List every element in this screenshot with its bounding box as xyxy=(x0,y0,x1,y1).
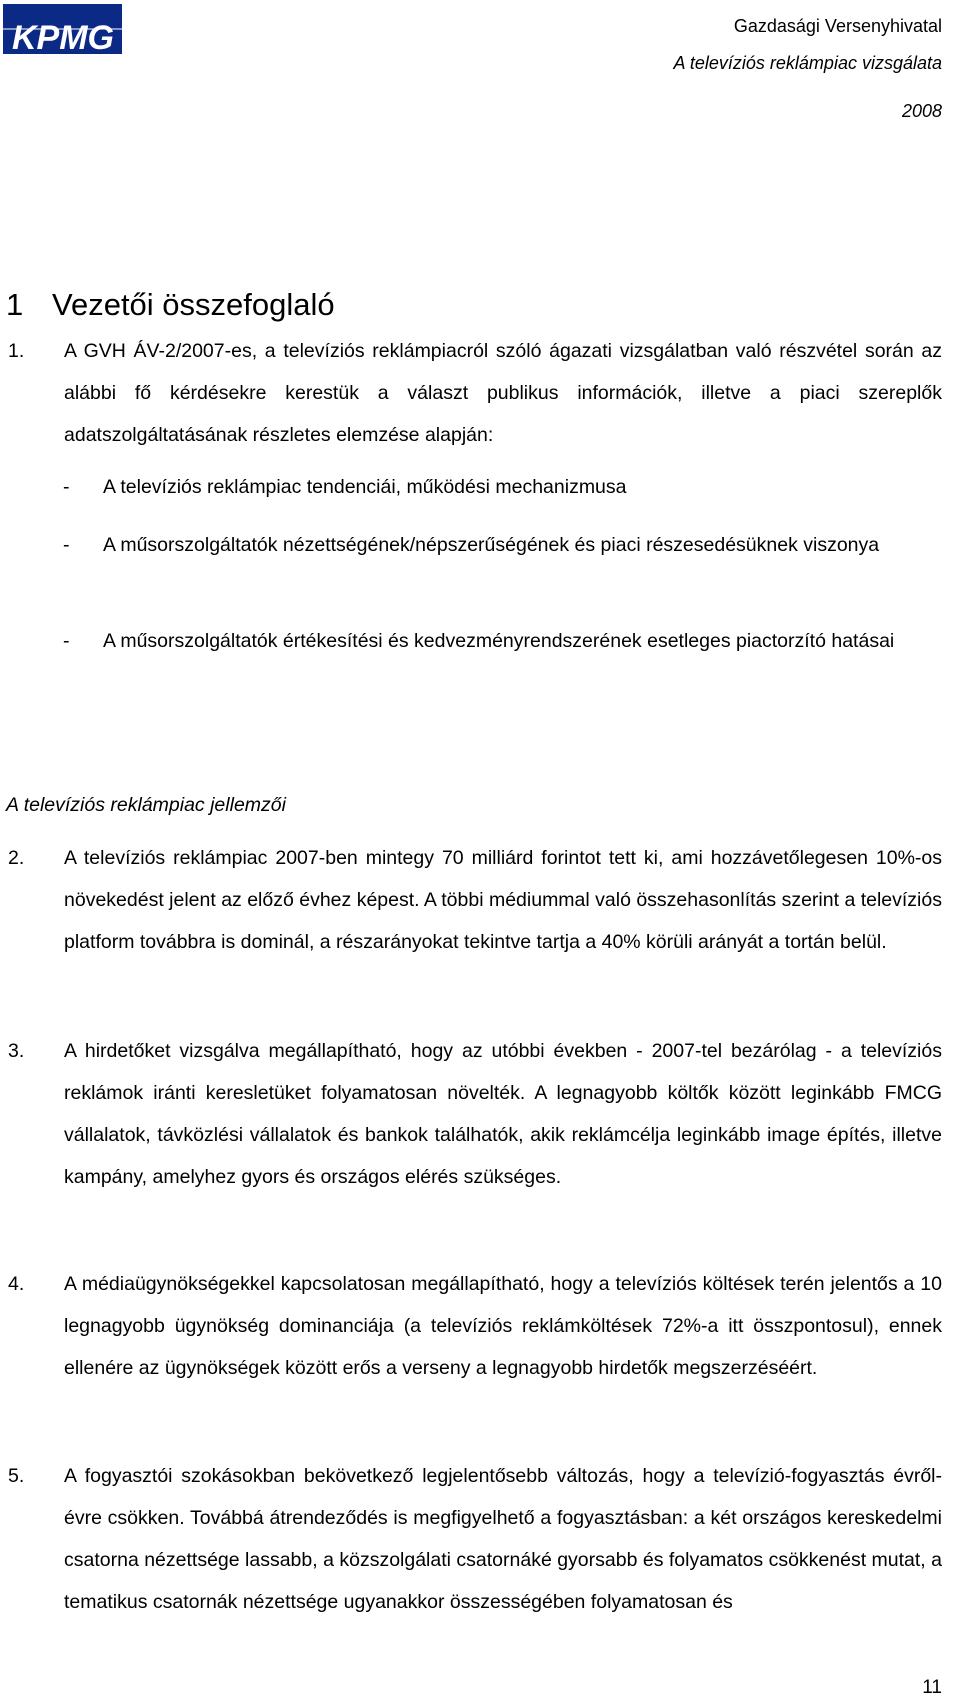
section-title: Vezetői összefoglaló xyxy=(52,287,335,322)
paragraph-number: 4. xyxy=(8,1273,25,1295)
paragraph-number: 2. xyxy=(8,847,25,869)
header-document-title: A televíziós reklámpiac vizsgálata xyxy=(673,53,942,73)
paragraph-number: 5. xyxy=(8,1465,25,1487)
kpmg-logo xyxy=(3,4,122,54)
bullet-item xyxy=(63,524,942,566)
paragraph-5 xyxy=(8,1455,942,1623)
paragraph-number: 3. xyxy=(8,1040,25,1062)
header-year: 2008 xyxy=(901,101,942,121)
paragraph-3 xyxy=(8,1030,942,1198)
paragraph-text: A médiaügynökségekkel kapcsolatosan megállapítható, hogy a televíziós költések terén jelentős a 10 legnagyobb ügynökség dominanciája (a televíziós reklámköltések 72%-a itt összpontosul), ennek ellenére az ügynökségek között erős a verseny a legnagyobb hirdetők megszerzéséért. xyxy=(64,1273,942,1379)
bullet-item xyxy=(63,620,942,662)
svg-text:KPMG: KPMG xyxy=(12,19,114,54)
bullet-item xyxy=(63,466,942,508)
paragraph-text: A televíziós reklámpiac 2007-ben mintegy 70 milliárd forintot tett ki, ami hozzávetőlegesen 10%-os növekedést jelent az előző évhez képest. A többi médiummal való összehasonlítás szerint a televíziós platform továbbra is dominál, a részarányokat tekintve tartja a 40% körüli arányát a tortán belül. xyxy=(64,847,942,953)
paragraph-text: A GVH ÁV-2/2007-es, a televíziós reklámpiacról szóló ágazati vizsgálatban való részvétel során az alábbi fő kérdésekre kerestük a választ publikus információk, illetve a piaci szereplők adatszolgáltatásának részletes elemzése alapján: xyxy=(64,340,942,446)
bullet-marker: - xyxy=(63,476,70,498)
paragraph-2 xyxy=(8,837,942,963)
bullet-marker: - xyxy=(63,534,70,556)
subheading: A televíziós reklámpiac jellemzői xyxy=(6,794,286,816)
bullet-marker: - xyxy=(63,630,70,652)
paragraph-4 xyxy=(8,1263,942,1389)
paragraph-1 xyxy=(8,330,942,456)
header-organization: Gazdasági Versenyhivatal xyxy=(733,16,942,36)
bullet-text: A műsorszolgáltatók értékesítési és kedvezményrendszerének esetleges piactorzító hatásai xyxy=(103,630,895,652)
section-heading xyxy=(6,285,335,325)
section-number: 1 xyxy=(6,287,24,322)
bullet-text: A műsorszolgáltatók nézettségének/népszerűségének és piaci részesedésüknek viszonya xyxy=(103,534,880,556)
page-number: 11 xyxy=(922,1677,942,1698)
paragraph-text: A fogyasztói szokásokban bekövetkező legjelentősebb változás, hogy a televízió-fogyasztás évről-évre csökken. Továbbá átrendeződés is megfigyelhető a fogyasztásban: a két országos kereskedelmi csatorna nézettsége lassabb, a közszolgálati csatornáké gyorsabb és folyamatos csökkenést mutat, a tematikus csatornák nézettsége ugyanakkor összességében folyamatosan és xyxy=(64,1465,942,1613)
bullet-text: A televíziós reklámpiac tendenciái, működési mechanizmusa xyxy=(103,476,627,498)
paragraph-number: 1. xyxy=(8,340,25,362)
paragraph-text: A hirdetőket vizsgálva megállapítható, hogy az utóbbi években - 2007-tel bezárólag - a televíziós reklámok iránti keresletüket folyamatosan növelték. A legnagyobb költők között leginkább FMCG vállalatok, távközlési vállalatok és bankok találhatók, akik reklámcélja leginkább image építés, illetve kampány, amelyhez gyors és országos elérés szükséges. xyxy=(64,1040,942,1188)
